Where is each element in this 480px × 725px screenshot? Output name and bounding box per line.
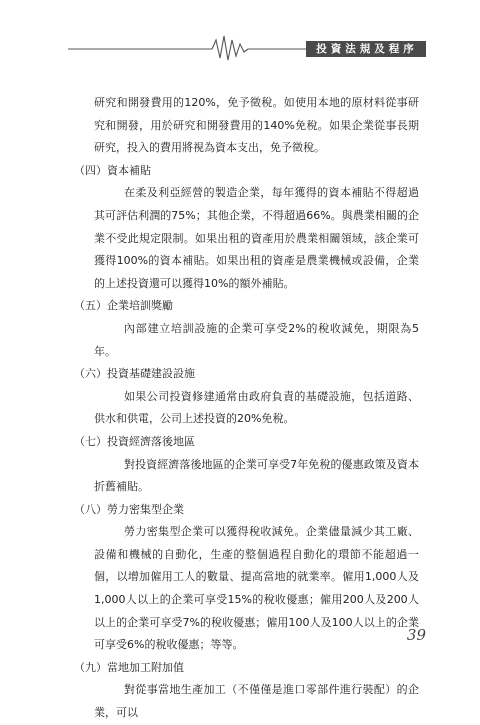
- section-heading-backward-regions: （七）投資經濟落後地區: [74, 434, 195, 448]
- page-header: [0, 0, 480, 70]
- document-body: [74, 92, 419, 725]
- paragraph-infrastructure: 如果公司投資修建通常由政府負責的基礎設施，包括道路、供水和供電，公司上述投資的20%免稅。: [94, 389, 419, 426]
- section-heading-training-incentive: （五）企業培訓獎勵: [74, 299, 173, 313]
- paragraph-backward-regions: 對投資經濟落後地區的企業可享受7年免稅的優惠政策及資本折舊補貼。: [94, 457, 419, 494]
- section-heading-labour-intensive: （八）勞力密集型企業: [74, 502, 184, 516]
- section-heading-infrastructure: （六）投資基礎建設設施: [74, 367, 195, 381]
- paragraph-capital-allowance: 在柔及利亞經營的製造企業，每年獲得的資本補貼不得超過其可評估利潤的75%；其他企業，不得超過66%。與農業相關的企業不受此規定限制。如果出租的資產用於農業相關領域，該企業可獲得100%的資本補貼。如果出租的資產是農業機械或設備，企業的上述投資還可以獲得10%的額外補貼。: [94, 186, 419, 290]
- header-rule-zigzag-icon: [0, 0, 480, 70]
- page-number: 39: [406, 626, 426, 644]
- header-title: 投資法規及程序: [306, 41, 426, 57]
- section-heading-capital-allowance: （四）資本補貼: [74, 163, 151, 177]
- paragraph-labour-intensive: 勞力密集型企業可以獲得稅收減免。企業儘量減少其工廠、設備和機械的自動化，生產的整個過程自動化的環節不能超過一個，以增加僱用工人的數量、提高當地的就業率。僱用1,000人及1,000人以上的企業可享受15%的稅收優惠；僱用200人及200人以上的企業可享受7%的稅收優惠；僱用100人及100人以上的企業可享受6%的稅收優惠；等等。: [94, 525, 419, 652]
- paragraph-training-incentive: 內部建立培訓設施的企業可享受2%的稅收減免，期限為5年。: [94, 321, 419, 358]
- paragraph-continuation: 研究和開發費用的120%，免予徵稅。如使用本地的原材料從事研究和開發，用於研究和開發費用的140%免稅。如果企業從事長期研究，投入的費用將視為資本支出，免予徵稅。: [94, 96, 419, 155]
- section-heading-local-value-added: （九）當地加工附加值: [74, 660, 184, 674]
- paragraph-local-value-added: 對從事當地生產加工（不僅僅是進口零部件進行裝配）的企業，可以: [94, 683, 419, 720]
